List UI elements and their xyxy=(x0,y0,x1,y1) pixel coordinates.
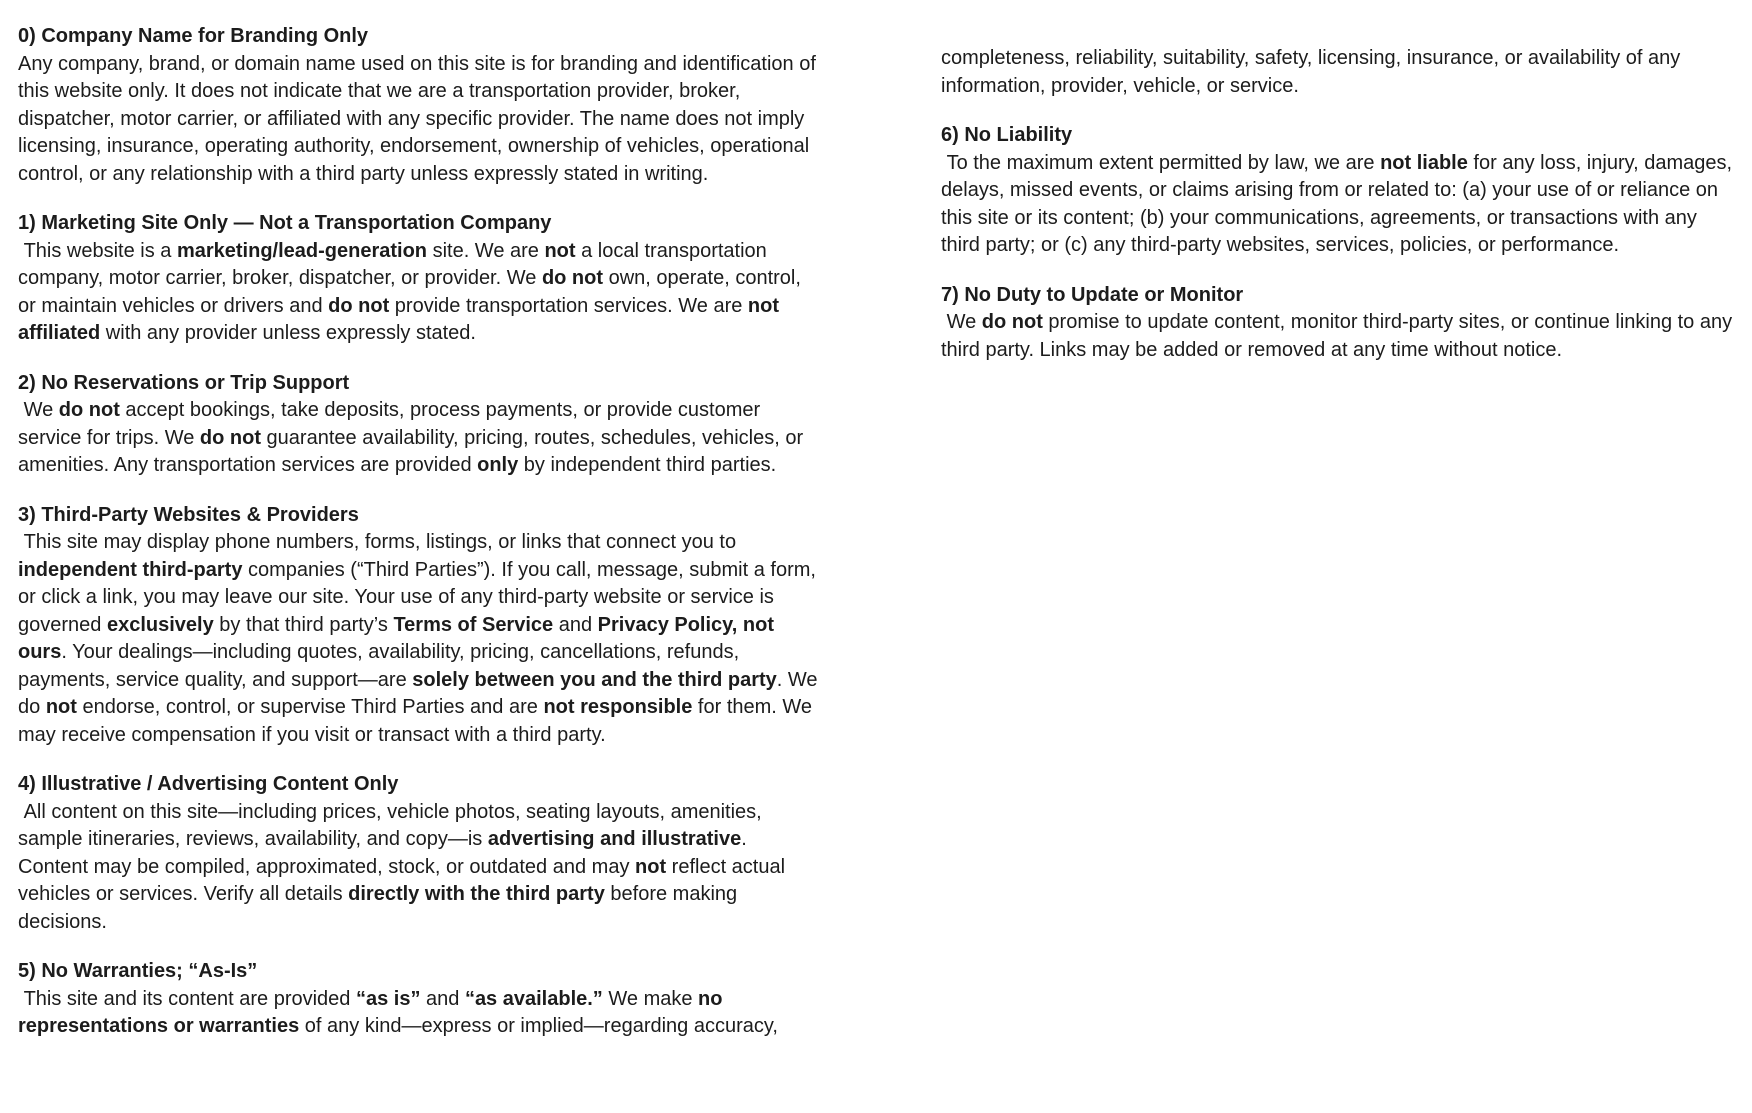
section-body xyxy=(18,397,818,480)
text-run: reflect actual vehicles or services. Verify all details xyxy=(18,855,791,905)
column-right xyxy=(941,0,1741,386)
section-heading: 2) No Reservations or Trip Support xyxy=(18,371,350,394)
disclaimer-section xyxy=(18,210,818,348)
bold-text-run: independent third-party xyxy=(18,558,243,581)
bold-text-run: Terms of Service xyxy=(393,613,554,636)
section-heading: 1) Marketing Site Only — Not a Transportation Company xyxy=(18,212,552,234)
disclaimer-section xyxy=(18,771,818,936)
bold-text-run: not responsible xyxy=(543,696,693,718)
text-run: completeness, reliability, suitability, safety, licensing, insurance, or availability of any information, provider, vehicle, or service. xyxy=(941,47,1686,97)
bold-text-run: no representations or warranties xyxy=(18,987,729,1037)
bold-text-run: not xyxy=(544,239,576,262)
bold-text-run: marketing/lead-generation xyxy=(176,239,428,262)
bold-text-run: “as available.” xyxy=(464,987,603,1010)
bold-text-run: do not xyxy=(541,267,604,289)
text-run: endorse, control, or supervise Third Parties and are xyxy=(76,696,544,718)
text-run: We make xyxy=(602,987,699,1010)
text-run: and xyxy=(553,613,598,636)
bold-text-run: exclusively xyxy=(106,613,214,636)
text-run: guarantee availability, pricing, routes, schedules, vehicles, or amenities. Any transportation services are provided xyxy=(18,426,809,476)
section-body xyxy=(18,529,824,749)
section-body xyxy=(941,150,1741,260)
text-run: This website is a xyxy=(18,239,177,262)
text-run: and xyxy=(420,987,465,1010)
section-body xyxy=(941,45,1741,100)
disclaimer-section xyxy=(18,23,822,188)
bold-text-run: directly with the third party xyxy=(348,883,605,905)
text-run: site. We are xyxy=(427,239,545,262)
text-run: . We do xyxy=(18,668,824,718)
bold-text-run: Privacy Policy, not ours xyxy=(18,613,780,663)
section-body xyxy=(941,309,1741,364)
bold-text-run: advertising and illustrative xyxy=(487,828,742,850)
disclaimer-section xyxy=(18,502,824,750)
text-run: . Content may be compiled, approximated, stock, or outdated and may xyxy=(18,828,753,878)
text-run: We xyxy=(18,399,59,421)
text-run: All content on this site—including prices, vehicle photos, seating layouts, amenities, sample itineraries, reviews, availability, and copy—is xyxy=(18,800,768,850)
column-left xyxy=(18,0,824,1063)
text-run: own, operate, control, or maintain vehicles or drivers and xyxy=(18,267,807,317)
section-body xyxy=(18,51,822,189)
text-run: of any kind—express or implied—regarding accuracy, xyxy=(299,1015,778,1037)
text-run: by that third party’s xyxy=(213,613,394,636)
bold-text-run: “as is” xyxy=(355,987,421,1010)
text-run: accept bookings, take deposits, process payments, or provide customer service for trips. We xyxy=(18,399,766,449)
section-heading: 3) Third-Party Websites & Providers xyxy=(18,503,359,526)
text-run: by independent third parties. xyxy=(518,454,777,476)
disclaimer-section xyxy=(18,370,818,480)
bold-text-run: not liable xyxy=(1380,151,1468,174)
text-run: promise to update content, monitor third-party sites, or continue linking to any third party. Links may be added or removed at any time without notice. xyxy=(941,311,1738,361)
disclaimer-section xyxy=(941,282,1741,365)
bold-text-run: solely between you and the third party xyxy=(412,668,777,691)
section-body xyxy=(18,238,818,348)
text-run: for any loss, injury, damages, delays, missed events, or claims arising from or related to: (a) your use of or reliance on this site or its content; (b) your communications, agreements, or transactions with any third party; or (c) any third-party websites, services, policies, or performance. xyxy=(941,151,1738,256)
disclaimer-section xyxy=(941,122,1741,260)
text-run: . Your dealings—including quotes, availability, pricing, cancellations, refunds, payments, service quality, and support—are xyxy=(18,641,745,691)
bold-text-run: only xyxy=(477,454,519,476)
text-run: a local transportation company, motor carrier, broker, dispatcher, or provider. We xyxy=(18,239,773,289)
text-run: This site and its content are provided xyxy=(18,987,356,1010)
text-run: To the maximum extent permitted by law, we are xyxy=(941,151,1381,174)
disclaimer-section-continued xyxy=(941,45,1741,100)
bold-text-run: do not xyxy=(981,311,1043,333)
bold-text-run: do not xyxy=(328,294,390,317)
text-run: for them. We may receive compensation if you visit or transact with a third party. xyxy=(18,696,818,746)
section-body xyxy=(18,986,818,1041)
text-run: This site may display phone numbers, forms, listings, or links that connect you to xyxy=(18,531,742,553)
text-run: We xyxy=(941,311,982,333)
text-run: before making decisions. xyxy=(18,883,743,933)
section-heading: 6) No Liability xyxy=(941,124,1073,146)
section-heading: 4) Illustrative / Advertising Content Only xyxy=(18,773,399,795)
bold-text-run: not xyxy=(45,696,77,718)
text-run: provide transportation services. We are xyxy=(389,294,748,317)
text-run: Any company, brand, or domain name used on this site is for branding and identification of this website only. It does not indicate that we are a transportation provider, broker, dispatcher, motor carrier, or affiliated with any specific provider. The name does not imply licensing, insurance, operating authority, endorsement, ownership of vehicles, operational control, or any relationship with a third party unless expressly stated in writing. xyxy=(18,52,822,185)
bold-text-run: do not xyxy=(199,426,261,449)
section-heading: 7) No Duty to Update or Monitor xyxy=(941,283,1244,306)
section-heading: 0) Company Name for Branding Only xyxy=(18,25,369,47)
section-body xyxy=(18,799,818,937)
text-run: companies (“Third Parties”). If you call, message, submit a form, or click a link, you may leave our site. Your use of any third-party website or service is governed xyxy=(18,558,822,636)
bold-text-run: not affiliated xyxy=(18,294,785,344)
bold-text-run: do not xyxy=(58,399,120,421)
bold-text-run: not xyxy=(635,855,667,878)
section-heading: 5) No Warranties; “As-Is” xyxy=(18,960,258,982)
disclaimer-section xyxy=(18,958,818,1041)
text-run: with any provider unless expressly stated. xyxy=(100,322,476,344)
